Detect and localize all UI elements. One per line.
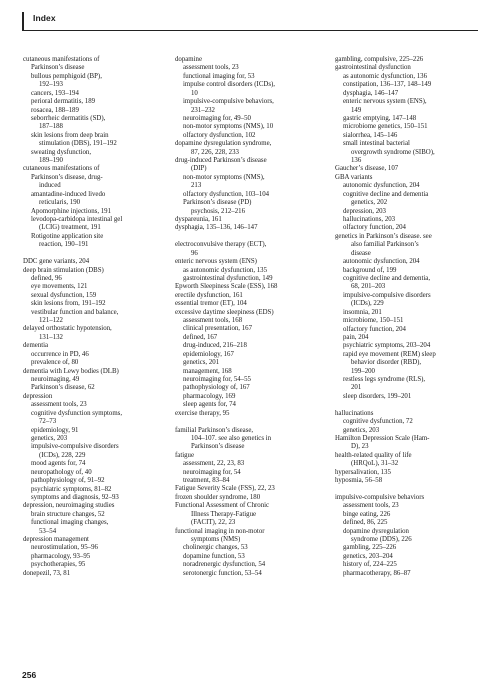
index-column-1 <box>23 56 167 578</box>
index-subentry: occurrence in PD, 46 <box>31 350 89 358</box>
index-subentry: Apomorphine injections, 191 <box>31 207 112 215</box>
index-entry-continuation: Illness Therapy-Fatigue <box>191 510 257 518</box>
index-subentry: skin lesions from deep brain <box>31 131 109 139</box>
index-entry: deep brain stimulation (DBS) <box>23 266 104 274</box>
index-entry: erectile dysfunction, 161 <box>175 291 243 299</box>
index-subentry: defined, 167 <box>183 333 218 341</box>
index-entry-continuation: 131–132 <box>39 333 63 341</box>
index-entry-continuation: 68, 201–203 <box>351 283 386 291</box>
index-entry: cutaneous manifestations of <box>23 56 100 63</box>
index-entry: fatigue <box>175 451 195 459</box>
index-entry: gastrointestinal dysfunction <box>335 64 411 72</box>
index-entry-continuation: 187–188 <box>39 123 63 131</box>
index-entry: Epworth Sleepiness Scale (ESS), 168 <box>175 283 278 291</box>
index-group-gap <box>335 486 479 494</box>
index-entry-continuation: 189–190 <box>39 157 63 165</box>
index-subentry: serotonergic function, 53–54 <box>183 569 262 577</box>
index-group-gap <box>23 250 167 258</box>
index-subentry: clinical presentation, 167 <box>183 325 252 333</box>
page-number: 256 <box>22 670 37 680</box>
index-entry: hypersalivation, 135 <box>335 468 391 476</box>
index-subentry: cancers, 193–194 <box>31 89 79 97</box>
index-subentry: drug-induced, 216–218 <box>183 342 247 350</box>
index-subentry: enteric nervous system (ENS), <box>343 98 427 106</box>
index-subentry: Parkinson’s disease, drug- <box>31 173 103 181</box>
index-subentry: Parkinson’s disease (PD) <box>183 199 252 207</box>
index-subentry: psychiatric symptoms, 203–204 <box>343 342 431 350</box>
index-subentry: levodopa-carbidopa intestinal gel <box>31 216 123 224</box>
index-subentry: vestibular function and balance, <box>31 308 119 316</box>
index-subentry: cognitive decline and dementia <box>343 190 429 198</box>
index-subentry: rosacea, 188–189 <box>31 106 79 114</box>
header-rule-mark <box>22 12 24 30</box>
index-entry: Gaucher’s disease, 107 <box>335 165 399 173</box>
index-entry: DDC gene variants, 204 <box>23 258 90 266</box>
index-subentry: assessment tools, 168 <box>183 317 243 325</box>
index-subentry: functional imaging changes, <box>31 519 109 527</box>
index-entry: frozen shoulder syndrome, 180 <box>175 493 261 501</box>
index-subentry: assessment tools, 23 <box>31 401 87 409</box>
index-subentry: restless legs syndrome (RLS), <box>343 376 426 384</box>
index-entry-continuation: overgrowth syndrome (SIBO), <box>351 148 435 156</box>
index-subentry: neuroimaging for, 54–55 <box>183 376 251 384</box>
index-entry: Functional Assessment of Chronic <box>175 502 270 510</box>
index-entry-continuation: 72–73 <box>39 418 57 426</box>
index-entry-continuation: symptoms (NMS) <box>191 536 241 544</box>
index-entry-continuation: 10 <box>191 89 198 97</box>
index-subentry: impulsive-compulsive disorders <box>31 443 119 451</box>
index-subentry: cholinergic changes, 53 <box>183 544 248 552</box>
index-subentry: neuroimaging, 49 <box>31 376 80 384</box>
index-entry-continuation: reaction, 190–191 <box>39 241 89 249</box>
index-subentry: neuroimaging for, 54 <box>183 468 241 476</box>
index-entry-continuation: disease <box>351 249 371 257</box>
index-subentry: as autonomic dysfunction, 135 <box>183 266 268 274</box>
index-subentry: hallucinations, 203 <box>343 216 396 224</box>
index-subentry: functional imaging for, 53 <box>183 72 255 80</box>
index-subentry: bullous pemphigoid (BP), <box>31 72 102 80</box>
index-entry: enteric nervous system (ENS) <box>175 258 257 266</box>
index-subentry: epidemiology, 91 <box>31 426 79 434</box>
index-subentry: sleep disorders, 199–201 <box>343 392 412 400</box>
index-subentry: impulsive-compulsive disorders <box>343 291 431 299</box>
index-entry-continuation: 104–107. see also genetics in <box>191 434 272 442</box>
index-entry-continuation: (ICDs), 228, 229 <box>39 451 86 459</box>
index-entry: exercise therapy, 95 <box>175 409 230 417</box>
index-subentry: gastric emptying, 147–148 <box>343 114 417 122</box>
index-subentry: insomnia, 201 <box>343 308 382 316</box>
index-subentry: Parkinson’s disease <box>31 64 85 72</box>
index-subentry: pharmacology, 93–95 <box>31 552 91 560</box>
index-entry-continuation: 96 <box>191 249 198 257</box>
index-entry: dysphagia, 135–136, 146–147 <box>175 224 258 232</box>
index-entry: hallucinations <box>335 409 374 417</box>
index-subentry: eye movements, 121 <box>31 283 88 291</box>
index-subentry: binge eating, 226 <box>343 510 391 518</box>
index-entry-continuation: 53–54 <box>39 527 57 535</box>
index-subentry: olfactory function, 204 <box>343 224 406 232</box>
running-header <box>22 12 478 31</box>
index-entry-continuation: 121–122 <box>39 317 63 325</box>
index-subentry: dysphagia, 146–147 <box>343 89 399 97</box>
index-entry: hyposmia, 56–58 <box>335 477 383 485</box>
index-subentry: sleep agents for, 74 <box>183 401 236 409</box>
index-entry: Fatigue Severity Scale (FSS), 22, 23 <box>175 485 275 493</box>
index-entry-continuation: (DIP) <box>191 165 207 173</box>
index-entry: functional imaging in non-motor <box>175 527 265 535</box>
index-entry: essential tremor (ET), 104 <box>175 300 247 308</box>
index-subentry: pharmacotherapy, 86–87 <box>343 569 411 577</box>
index-subentry: cognitive dysfunction, 72 <box>343 418 413 426</box>
index-subentry: sexual dysfunction, 159 <box>31 291 97 299</box>
index-entry: familial Parkinson’s disease, <box>175 426 254 434</box>
index-subentry: psychotherapies, 95 <box>31 561 86 569</box>
index-group-gap <box>175 233 319 241</box>
index-entry-continuation: induced <box>39 182 61 190</box>
index-subentry: perioral dermatitis, 189 <box>31 98 96 106</box>
index-subentry: symptoms and diagnosis, 92–93 <box>31 493 119 501</box>
index-entry: health-related quality of life <box>335 451 412 459</box>
index-entry: cutaneous manifestations of <box>23 165 100 173</box>
index-subentry: genetics, 201 <box>183 359 220 367</box>
index-entry: gambling, compulsive, 225–226 <box>335 56 424 63</box>
index-entry-continuation: 192–193 <box>39 81 63 89</box>
index-entry-continuation: (HRQoL), 31–32 <box>351 460 399 468</box>
index-entry-continuation: Parkinson’s disease <box>191 443 245 451</box>
index-subentry: genetics, 203 <box>31 434 68 442</box>
index-subentry: assessment tools, 23 <box>343 502 399 510</box>
index-subentry: amantadine-induced livedo <box>31 190 106 198</box>
index-group-gap <box>335 401 479 409</box>
index-entry-continuation: stimulation (DBS), 191–192 <box>39 140 117 148</box>
index-entry-continuation: 199–200 <box>351 367 375 375</box>
index-subentry: genetics, 203–204 <box>343 552 393 560</box>
index-subentry: cognitive decline and dementia, <box>343 274 431 282</box>
index-subentry: management, 168 <box>183 367 232 375</box>
index-subentry: microbiome, 150–151 <box>343 317 404 325</box>
index-entry-continuation: (ICDs), 229 <box>351 300 384 308</box>
index-entry-continuation: psychosis, 212–216 <box>191 207 245 215</box>
index-column-2 <box>175 56 319 578</box>
index-entry: donepezil, 73, 81 <box>23 569 71 577</box>
index-subentry: psychiatric symptoms, 81–82 <box>31 485 112 493</box>
index-subentry: background of, 199 <box>343 266 397 274</box>
index-entry-continuation: 149 <box>351 106 362 114</box>
index-subentry: olfactory function, 204 <box>343 325 406 333</box>
index-subentry: sweating dysfunction, <box>31 148 92 156</box>
index-subentry: Rotigotine application site <box>31 232 104 240</box>
index-entry-continuation: (FACIT), 22, 23 <box>191 519 236 527</box>
index-entry: dementia <box>23 342 49 350</box>
index-entry-continuation: 231–232 <box>191 106 215 114</box>
header-title: Index <box>33 13 56 23</box>
index-entry-continuation: 87, 226, 228, 233 <box>191 148 239 156</box>
index-entry-continuation: 201 <box>351 384 362 392</box>
index-subentry: autonomic dysfunction, 204 <box>343 258 420 266</box>
index-subentry: microbiome genetics, 150–151 <box>343 123 428 131</box>
index-subentry: small intestinal bacterial <box>343 140 410 148</box>
index-entry-continuation: D), 23 <box>351 443 369 451</box>
index-subentry: epidemiology, 167 <box>183 350 234 358</box>
index-subentry: treatment, 83–84 <box>183 477 230 485</box>
index-entry-continuation: 136 <box>351 157 362 165</box>
index-entry: excessive daytime sleepiness (EDS) <box>175 308 274 316</box>
index-subentry: gambling, 225–226 <box>343 544 397 552</box>
index-subentry: olfactory dysfunction, 103–104 <box>183 190 270 198</box>
index-subentry: sialorrhea, 145–146 <box>343 131 398 139</box>
index-entry-continuation: (LCIG) treatment, 191 <box>39 224 101 232</box>
index-subentry: depression, 203 <box>343 207 386 215</box>
index-entry: Hamilton Depression Scale (Ham- <box>335 434 430 442</box>
index-entry: dyspareunia, 161 <box>175 216 222 224</box>
index-entry: dopamine dysregulation syndrome, <box>175 140 272 148</box>
index-subentry: assessment, 22, 23, 83 <box>183 460 245 468</box>
index-subentry: prevalence of, 80 <box>31 359 79 367</box>
index-column-3 <box>335 56 479 578</box>
index-subentry: neurostimulation, 95–96 <box>31 544 98 552</box>
index-entry: GBA variants <box>335 173 373 181</box>
index-entry: drug-induced Parkinson’s disease <box>175 157 267 165</box>
index-entry-continuation: also familial Parkinson’s <box>351 241 419 249</box>
index-entry: delayed orthostatic hypotension, <box>23 325 112 333</box>
index-subentry: impulsive-compulsive behaviors, <box>183 98 274 106</box>
index-subentry: olfactory dysfunction, 102 <box>183 131 256 139</box>
index-entry-continuation: reticularis, 190 <box>39 199 81 207</box>
index-subentry: constipation, 136–137, 148–149 <box>343 81 432 89</box>
index-subentry: Parkinson’s disease, 62 <box>31 384 95 392</box>
index-subentry: history of, 224–225 <box>343 561 397 569</box>
index-subentry: cognitive dysfunction symptoms, <box>31 409 123 417</box>
index-entry: dementia with Lewy bodies (DLB) <box>23 367 119 375</box>
index-entry-continuation: syndrome (DDS), 226 <box>351 536 412 544</box>
index-entry: depression management <box>23 536 89 544</box>
index-subentry: pharmacology, 169 <box>183 392 236 400</box>
index-subentry: dopamine function, 53 <box>183 552 245 560</box>
index-subentry: noradrenergic dysfunction, 54 <box>183 561 266 569</box>
index-entry: impulsive-compulsive behaviors <box>335 493 425 501</box>
index-subentry: pain, 204 <box>343 333 369 341</box>
index-subentry: rapid eye movement (REM) sleep <box>343 350 436 358</box>
index-entry-continuation: behavior disorder (RBD), <box>351 359 422 367</box>
index-subentry: brain structure changes, 52 <box>31 510 105 518</box>
index-subentry: non-motor symptoms (NMS), <box>183 173 265 181</box>
index-entry: electroconvulsive therapy (ECT), <box>175 241 267 249</box>
index-subentry: assessment tools, 23 <box>183 64 239 72</box>
index-subentry: autonomic dysfunction, 204 <box>343 182 420 190</box>
index-subentry: pathophysiology of, 91–92 <box>31 477 105 485</box>
index-subentry: as autonomic dysfunction, 136 <box>343 72 428 80</box>
index-entry: depression, neuroimaging studies <box>23 502 115 510</box>
index-subentry: defined, 96 <box>31 274 62 282</box>
index-subentry: mood agents for, 74 <box>31 460 86 468</box>
index-subentry: seborrheic dermatitis (SD), <box>31 114 106 122</box>
index-subentry: neuroimaging for, 49–50 <box>183 114 251 122</box>
index-subentry: impulse control disorders (ICDs), <box>183 81 275 89</box>
index-subentry: dopamine dysregulation <box>343 527 409 535</box>
index-subentry: skin lesions from, 191–192 <box>31 300 106 308</box>
index-subentry: neuropathology of, 40 <box>31 468 92 476</box>
index-subentry: defined, 86, 225 <box>343 519 388 527</box>
index-subentry: gastrointestinal dysfunction, 149 <box>183 274 273 282</box>
index-entry: genetics in Parkinson’s disease. see <box>335 232 432 240</box>
index-entry: depression <box>23 392 53 400</box>
index-group-gap <box>175 418 319 426</box>
index-entry: dopamine <box>175 56 202 63</box>
index-entry-continuation: genetics, 202 <box>351 199 388 207</box>
index-subentry: non-motor symptoms (NMS), 10 <box>183 123 274 131</box>
index-entry-continuation: 213 <box>191 182 202 190</box>
index-subentry: pathophysiology of, 167 <box>183 384 250 392</box>
index-subentry: genetics, 203 <box>343 426 380 434</box>
